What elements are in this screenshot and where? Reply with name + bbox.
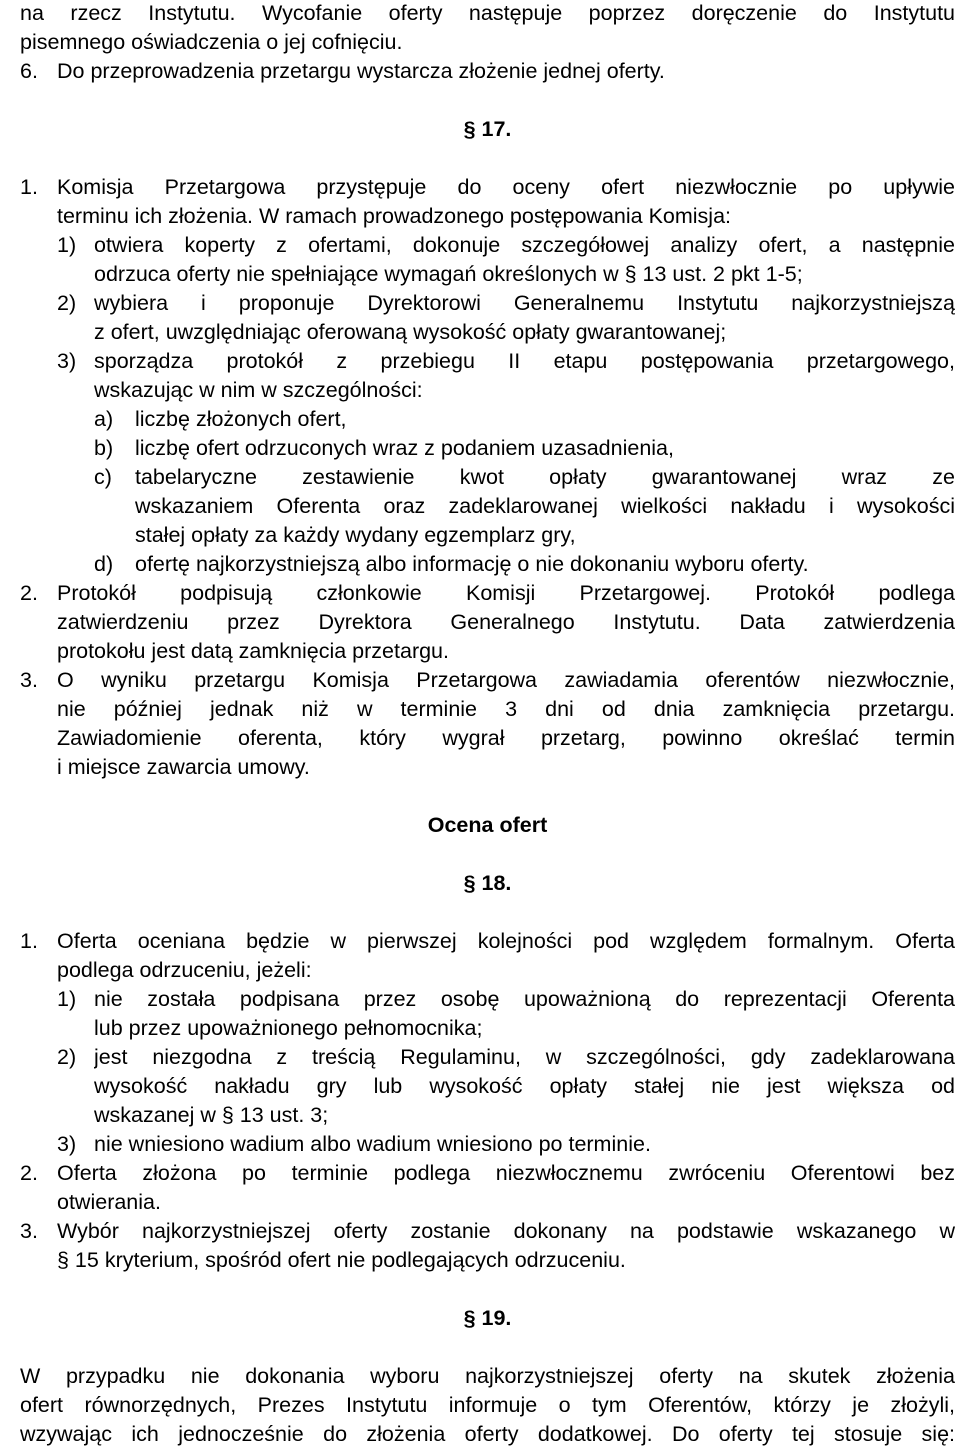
item-number: 1) (57, 233, 77, 257)
item-text: Oferta złożona po terminie podlega niezwłocznemu zwróceniu Oferentowi bez (57, 1161, 955, 1185)
item-text: nie wniesiono wadium albo wadium wniesiono po terminie. (94, 1132, 651, 1156)
list-item (20, 347, 955, 376)
item-number: 1) (57, 987, 77, 1011)
list-item (20, 550, 955, 579)
paragraph-line (20, 608, 955, 637)
paragraph-line (20, 1101, 955, 1130)
item-letter: b) (94, 436, 114, 460)
paragraph-line (20, 521, 955, 550)
list-item (20, 1159, 955, 1188)
item-letter: d) (94, 552, 114, 576)
paragraph-line (20, 1072, 955, 1101)
item-number: 1. (20, 175, 38, 199)
item-text: otwierania. (57, 1190, 161, 1214)
paragraph-line: na rzecz Instytutu. Wycofanie oferty następuje poprzez doręczenie do Instytutu (20, 1, 955, 25)
item-text: Protokół podpisują członkowie Komisji Przetargowej. Protokół podlega (57, 581, 955, 605)
item-text: O wyniku przetargu Komisja Przetargowa zawiadamia oferentów niezwłocznie, (57, 668, 955, 692)
list-item (20, 289, 955, 318)
list-item (20, 173, 955, 202)
item-text: lub przez upoważnionego pełnomocnika; (94, 1016, 483, 1040)
item-number: 6. (20, 59, 38, 83)
list-item (20, 666, 955, 695)
paragraph-line (20, 28, 955, 57)
item-text: ofertę najkorzystniejszą albo informację o nie dokonaniu wyboru oferty. (135, 552, 809, 576)
paragraph-line (20, 376, 955, 405)
paragraph-line (20, 318, 955, 347)
item-text: nie została podpisana przez osobę upoważnioną do reprezentacji Oferenta (94, 987, 955, 1011)
item-text: protokołu jest datą zamknięcia przetargu. (57, 639, 449, 663)
item-text: Wybór najkorzystniejszej oferty zostanie dokonany na podstawie wskazanego w (57, 1219, 955, 1243)
paragraph-line (20, 753, 955, 782)
item-number: 2. (20, 581, 38, 605)
list-item (20, 405, 955, 434)
item-number: 2) (57, 1045, 77, 1069)
item-text: podlega odrzuceniu, jeżeli: (57, 958, 312, 982)
section-heading-17: § 17. (463, 117, 512, 141)
item-text: wybiera i proponuje Dyrektorowi Generalnemu Instytutu najkorzystniejszą (94, 291, 955, 315)
list-item (20, 57, 955, 86)
item-number: 2) (57, 291, 77, 315)
list-item (20, 579, 955, 608)
section-heading-18: § 18. (463, 871, 512, 895)
item-text: § 15 kryterium, spośród ofert nie podlegających odrzuceniu. (57, 1248, 626, 1272)
item-text: wskazanej w § 13 ust. 3; (94, 1103, 329, 1127)
item-text: zatwierdzeniu przez Dyrektora Generalnego Instytutu. Data zatwierdzenia (57, 610, 955, 634)
item-text: z ofert, uwzględniając oferowaną wysokość opłaty gwarantowanej; (94, 320, 727, 344)
document-page (20, 0, 955, 1449)
item-number: 2. (20, 1161, 38, 1185)
list-item (20, 927, 955, 956)
item-text: wskazując w nim w szczególności: (94, 378, 423, 402)
item-text: terminu ich złożenia. W ramach prowadzonego postępowania Komisja: (57, 204, 732, 228)
item-text: nie później jednak niż w terminie 3 dni od dnia zamknięcia przetargu. (57, 697, 955, 721)
list-item (20, 231, 955, 260)
item-text: liczbę złożonych ofert, (135, 407, 347, 431)
item-text: tabelaryczne zestawienie kwot opłaty gwarantowanej wraz ze (135, 465, 955, 489)
item-number: 3. (20, 668, 38, 692)
item-text: Do przeprowadzenia przetargu wystarcza złożenie jednej oferty. (57, 59, 665, 83)
item-text: i miejsce zawarcia umowy. (57, 755, 310, 779)
item-text: stałej opłaty za każdy wydany egzemplarz gry, (135, 523, 576, 547)
item-number: 1. (20, 929, 38, 953)
paragraph-line-text: pisemnego oświadczenia o jej cofnięciu. (20, 30, 403, 54)
paragraph-line (20, 1246, 955, 1275)
chapter-title: Ocena ofert (427, 813, 548, 837)
item-text: otwiera koperty z ofertami, dokonuje szczegółowej analizy ofert, a następnie (94, 233, 955, 257)
item-text: odrzuca oferty nie spełniające wymagań określonych w § 13 ust. 2 pkt 1-5; (94, 262, 803, 286)
list-item (20, 434, 955, 463)
item-letter: c) (94, 465, 112, 489)
item-text: Komisja Przetargowa przystępuje do oceny ofert niezwłocznie po upływie (57, 175, 955, 199)
item-text: jest niezgodna z treścią Regulaminu, w szczególności, gdy zadeklarowana (94, 1045, 955, 1069)
list-item (20, 463, 955, 492)
item-text: sporządza protokół z przebiegu II etapu postępowania przetargowego, (94, 349, 955, 373)
item-number: 3. (20, 1219, 38, 1243)
paragraph-line (20, 1014, 955, 1043)
paragraph-line: W przypadku nie dokonania wyboru najkorzystniejszej oferty na skutek złożenia (20, 1364, 955, 1388)
item-text: liczbę ofert odrzuconych wraz z podaniem uzasadnienia, (135, 436, 674, 460)
list-item (20, 1130, 955, 1159)
item-number: 3) (57, 349, 77, 373)
paragraph-line (20, 1188, 955, 1217)
list-item (20, 1043, 955, 1072)
paragraph-line (20, 724, 955, 753)
paragraph-line: ofert równorzędnych, Prezes Instytutu informuje o tym Oferentów, którzy je złożyli, (20, 1393, 955, 1417)
paragraph-line: wzywając ich jednocześnie do złożenia oferty dodatkowej. Do oferty tej stosuje się: (20, 1422, 955, 1446)
paragraph-line (20, 260, 955, 289)
item-text: wskazaniem Oferenta oraz zadeklarowanej wielkości nakładu i wysokości (135, 494, 955, 518)
item-text: Oferta oceniana będzie w pierwszej kolejności pod względem formalnym. Oferta (57, 929, 955, 953)
list-item (20, 985, 955, 1014)
paragraph-line (20, 956, 955, 985)
item-number: 3) (57, 1132, 77, 1156)
item-text: wysokość nakładu gry lub wysokość opłaty stałej nie jest większa od (94, 1074, 955, 1098)
paragraph-line (20, 637, 955, 666)
item-letter: a) (94, 407, 114, 431)
paragraph-line (20, 695, 955, 724)
paragraph-line (20, 492, 955, 521)
list-item (20, 1217, 955, 1246)
section-heading-19: § 19. (463, 1306, 512, 1330)
item-text: Zawiadomienie oferenta, który wygrał przetarg, powinno określać termin (57, 726, 955, 750)
paragraph-line (20, 202, 955, 231)
